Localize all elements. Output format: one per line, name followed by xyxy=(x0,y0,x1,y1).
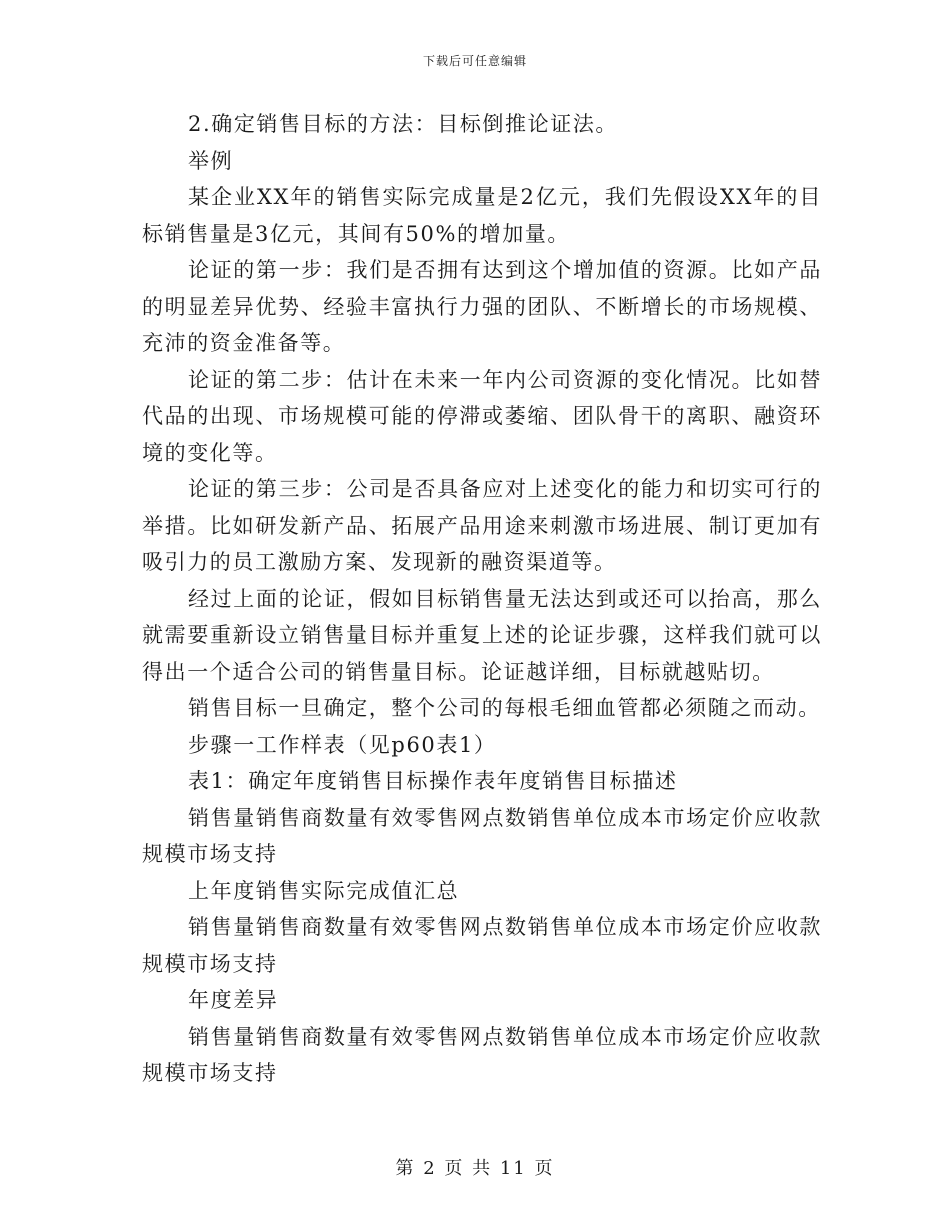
page-number: 第 2 页 共 11 页 xyxy=(395,1158,555,1179)
paragraph-step-three: 论证的第三步：公司是否具备应对上述变化的能力和切实可行的举措。比如研发新产品、拓展产品用途来刺激市场进展、制订更加有吸引力的员工激励方案、发现新的融资渠道等。 xyxy=(142,477,822,574)
paragraph-step-one: 论证的第一步：我们是否拥有达到这个增加值的资源。比如产品的明显差异优势、经验丰富执行力强的团队、不断增长的市场规模、充沛的资金准备等。 xyxy=(142,258,822,355)
page-header: 下载后可任意编辑 xyxy=(422,54,527,68)
paragraph-annual-difference: 年度差异 xyxy=(188,988,279,1012)
document-body xyxy=(142,106,822,1092)
paragraph-table-items-1: 销售量销售商数量有效零售网点数销售单位成本市场定价应收款规模市场支持 xyxy=(142,805,822,866)
paragraph-example-heading: 举例 xyxy=(188,148,234,173)
paragraph-example: 某企业XX年的销售实际完成量是2亿元，我们先假设XX年的目标销售量是3亿元，其间有50%的增加量。 xyxy=(142,185,822,246)
paragraph-table-items-3: 销售量销售商数量有效零售网点数销售单位成本市场定价应收款规模市场支持 xyxy=(142,1024,822,1085)
paragraph-table-title: 表1：确定年度销售目标操作表年度销售目标描述 xyxy=(188,769,678,793)
paragraph-target-fixed: 销售目标一旦确定，整个公司的每根毛细血管都必须随之而动。 xyxy=(188,696,821,720)
paragraph-method: 2.确定销售目标的方法：目标倒推论证法。 xyxy=(188,112,619,136)
paragraph-table-items-2: 销售量销售商数量有效零售网点数销售单位成本市场定价应收款规模市场支持 xyxy=(142,915,822,976)
paragraph-conclusion: 经过上面的论证，假如目标销售量无法达到或还可以抬高，那么就需要重新设立销售量目标并重复上述的论证步骤，这样我们就可以得出一个适合公司的销售量目标。论证越详细，目标就越贴切。 xyxy=(142,586,822,684)
paragraph-worksheet-ref: 步骤一工作样表（见p60表1） xyxy=(188,732,497,757)
paragraph-prior-year-summary: 上年度销售实际完成值汇总 xyxy=(188,878,460,903)
paragraph-step-two: 论证的第二步：估计在未来一年内公司资源的变化情况。比如替代品的出现、市场规模可能的停滞或萎缩、团队骨干的离职、融资环境的变化等。 xyxy=(142,367,822,465)
